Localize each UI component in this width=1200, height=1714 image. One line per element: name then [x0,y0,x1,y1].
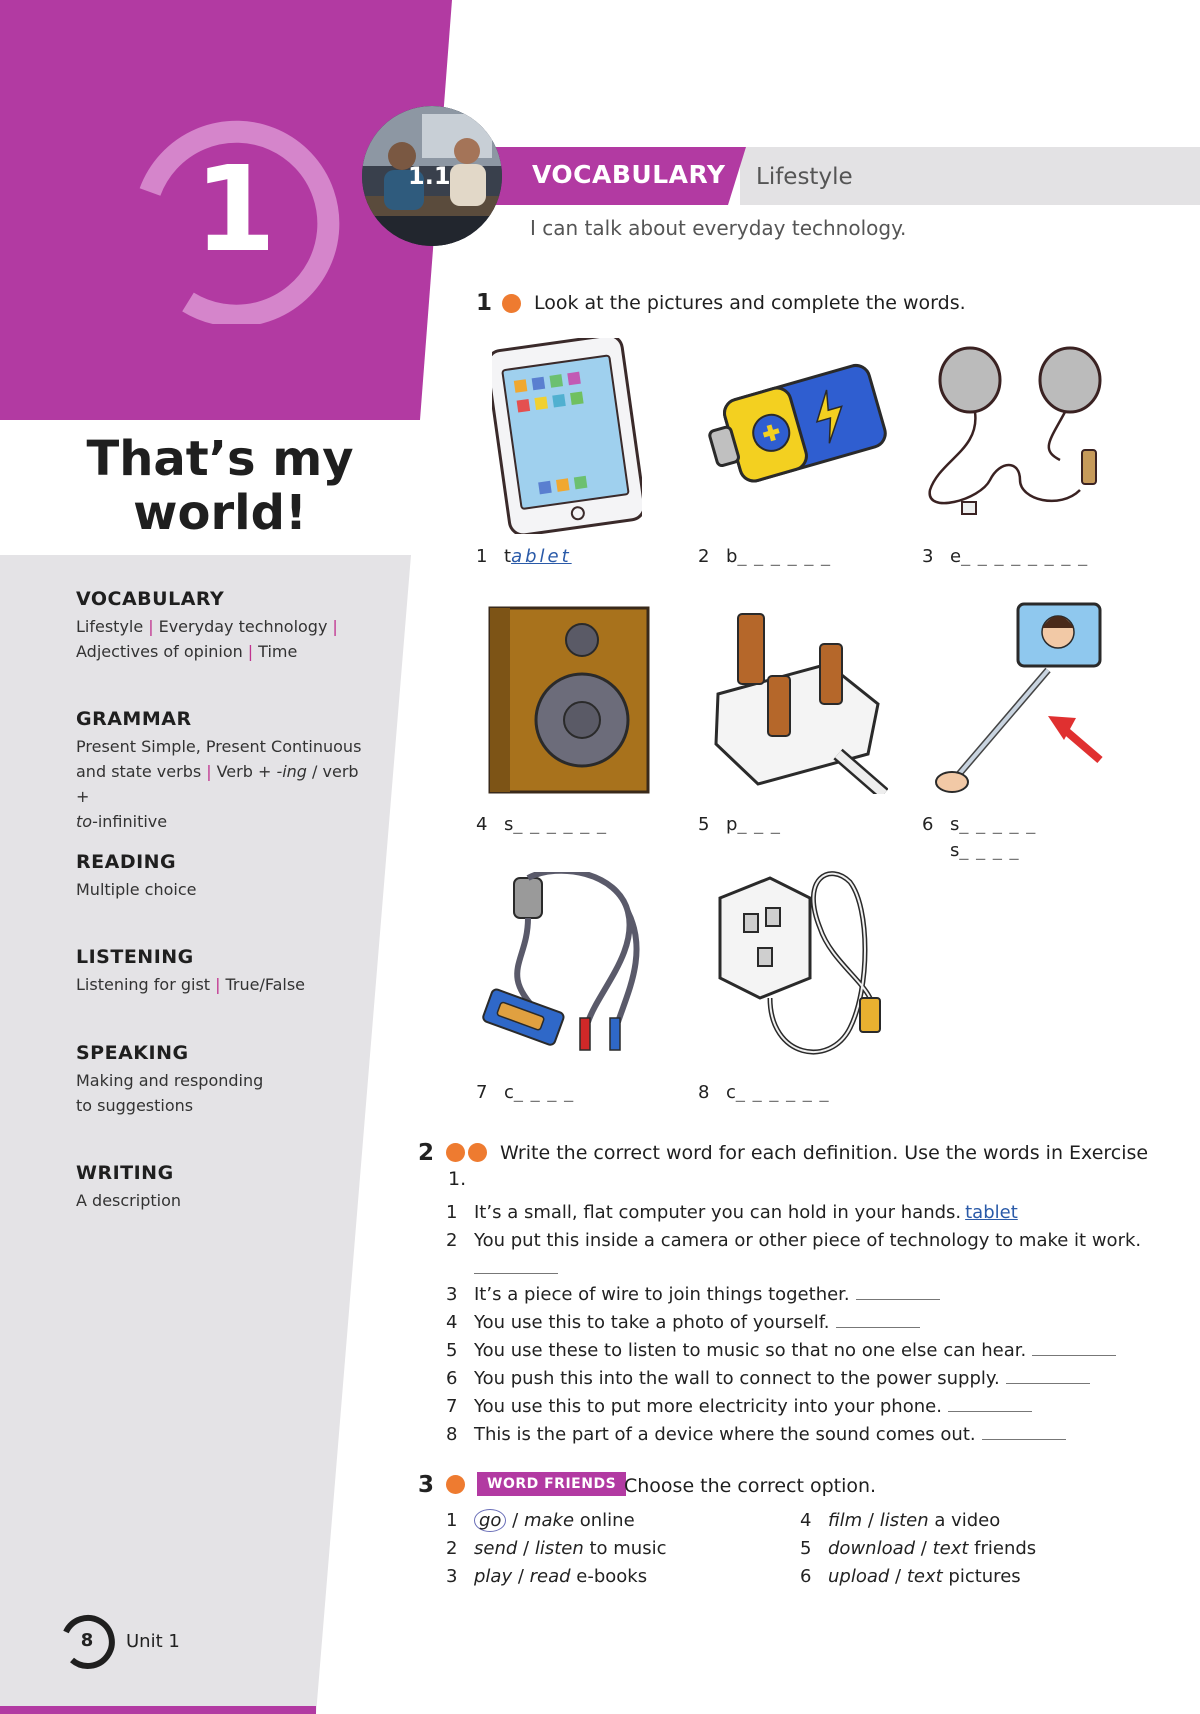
item-number: 7 [446,1396,458,1417]
definition-item [446,1340,1116,1361]
overview-item: True/False [225,975,306,994]
ex3-item-3 [446,1566,647,1587]
overview-heading: WRITING [76,1162,174,1184]
answer-blank[interactable] [836,1314,920,1328]
definition-text: This is the part of a device where the sound comes out. [474,1424,976,1445]
item-blanks[interactable]: _ _ _ [737,814,781,835]
collocation-rest: friends [968,1538,1037,1559]
ex1-item-5 [698,814,781,835]
overview-heading: VOCABULARY [76,588,225,610]
item-blanks[interactable]: _ _ _ _ [959,840,1020,861]
item-start-letter: s [504,814,514,835]
unit-number: 1 [193,140,277,278]
collocation-rest: e-books [570,1566,648,1587]
definition-text: You use these to listen to music so that no one else can hear. [474,1340,1027,1361]
item-start-letter: p [726,814,738,835]
definition-text: You use this to take a photo of yourself. [474,1312,830,1333]
overview-item: to [76,812,93,831]
ex1-item-8 [698,1082,830,1103]
item-number: 6 [800,1566,812,1587]
definition-answer[interactable]: tablet [965,1202,1018,1223]
footer-unit-label: Unit 1 [126,1630,180,1652]
overview-speaking [76,1042,376,1118]
option-b[interactable]: text [932,1538,969,1559]
overview-item: Adjectives of opinion [76,642,243,661]
ex3-item-4 [800,1510,1000,1531]
overview-item: and state verbs [76,762,202,781]
option-a[interactable]: film [828,1510,863,1531]
item-blanks[interactable]: _ _ _ _ _ _ [737,546,832,567]
plug-picture-icon [708,604,888,794]
option-a[interactable]: go [474,1509,506,1532]
item-start-letter: c [504,1082,514,1103]
item-blanks[interactable]: _ _ _ _ _ _ _ _ [961,546,1089,567]
item-number: 5 [446,1340,458,1361]
difficulty-dot-icon [446,1475,465,1494]
definition-text: It’s a piece of wire to join things together. [474,1284,850,1305]
exercise-3-number: 3 [418,1472,435,1498]
item-blanks[interactable]: _ _ _ _ _ [959,814,1037,835]
earphones-picture-icon [920,340,1120,530]
item-number: 5 [800,1538,812,1559]
item-start-letter: c [726,1082,736,1103]
option-separator: / [889,1566,907,1587]
exercise-2-instruction: Write the correct word for each definition. Use the words in Exercise [500,1142,1149,1164]
option-b[interactable]: listen [534,1538,584,1559]
overview-item: Multiple choice [76,880,197,899]
item-number: 4 [476,814,488,835]
ex3-item-1 [446,1510,635,1531]
option-separator: / [517,1538,535,1559]
answer-blank[interactable] [1032,1342,1116,1356]
option-b[interactable]: make [523,1510,575,1531]
item-number: 2 [446,1538,458,1559]
unit-title [60,432,380,540]
tablet-picture-icon [492,338,642,534]
item-blanks[interactable]: _ _ _ _ _ _ [513,814,607,835]
item-number: 1 [446,1202,458,1223]
difficulty-dots [502,294,521,313]
item-start-letter: e [950,546,962,567]
option-separator: / [506,1510,524,1531]
overview-item: Lifestyle [76,617,144,636]
ex3-item-5 [800,1538,1036,1559]
overview-grammar: GRAMMAR Present Simple, Present Continuous and state verbs | Verb + -ing / verb + to-infinitive [76,708,376,834]
item-number: 4 [446,1312,458,1333]
overview-item: Everyday technology [158,617,328,636]
ex3-item-2 [446,1538,666,1559]
option-a[interactable]: play [474,1566,513,1587]
collocation-rest: a video [928,1510,1001,1531]
item-number: 4 [800,1510,812,1531]
overview-heading: GRAMMAR [76,708,192,730]
exercise-2-number: 2 [418,1140,435,1166]
ex1-item-6 [922,814,1036,835]
item-number: 1 [446,1510,458,1531]
definition-text: It’s a small, flat computer you can hold in your hands. [474,1202,962,1223]
item-start-letter: b [726,546,738,567]
item-number: 5 [698,814,710,835]
option-separator: / [862,1510,880,1531]
overview-item: / verb + [76,762,359,806]
definition-item [446,1284,940,1305]
definition-item [446,1312,920,1333]
option-a[interactable]: download [828,1538,916,1559]
item-number: 1 [476,546,488,567]
overview-item: Verb + [216,762,277,781]
definition-answer-line[interactable] [474,1258,558,1279]
item-number: 3 [446,1284,458,1305]
answer-blank[interactable] [982,1426,1066,1440]
definition-item [446,1202,1018,1223]
ex1-item-7 [476,1082,574,1103]
item-start-letter: s [950,840,960,861]
selfie-stick-picture-icon [930,600,1106,796]
bottom-bar [0,1706,316,1714]
overview-item: Present Simple, Present Continuous [76,737,362,756]
page-footer [58,1612,180,1670]
option-b[interactable]: read [529,1566,571,1587]
lesson-objective: I can talk about everyday technology. [530,216,907,240]
option-separator: / [915,1538,933,1559]
word-friends-badge: WORD FRIENDS [477,1472,626,1496]
unit-title-line2: world! [133,485,307,541]
overview-item: -ing [276,762,307,781]
overview-heading: SPEAKING [76,1042,189,1064]
exercise-1-number: 1 [476,290,493,316]
exercise-3-instruction: Choose the correct option. [624,1475,877,1497]
option-a[interactable]: send [474,1538,518,1559]
unit-title-line1: That’s my [86,431,354,487]
overview-heading: READING [76,851,177,873]
cable-picture-icon [478,872,662,1062]
lesson-section-label: VOCABULARY [532,160,726,189]
item-number: 8 [698,1082,710,1103]
overview-heading: LISTENING [76,946,194,968]
item-number: 6 [446,1368,458,1389]
collocation-rest: online [574,1510,635,1531]
item-number: 8 [446,1424,458,1445]
item-answer[interactable]: ablet [511,546,572,567]
battery-picture-icon [700,360,890,490]
overview-item: Time [258,642,298,661]
option-a[interactable]: upload [828,1566,890,1587]
item-number: 6 [922,814,934,835]
difficulty-dots [446,1475,465,1494]
definition-item [446,1396,1032,1417]
overview-item: to suggestions [76,1096,194,1115]
collocation-rest: to music [583,1538,667,1559]
option-b[interactable]: listen [879,1510,929,1531]
difficulty-dot-icon [502,294,521,313]
ex1-item-2 [698,546,831,567]
definition-item [446,1230,1141,1251]
definition-item [446,1368,1090,1389]
item-number: 3 [446,1566,458,1587]
item-start-letter: t [504,546,512,567]
item-number: 2 [446,1230,458,1251]
ex3-item-6 [800,1566,1021,1587]
item-number: 2 [698,546,710,567]
overview-reading [76,851,376,902]
definition-text: You put this inside a camera or other piece of technology to make it work. [474,1230,1142,1251]
ex1-item-3 [922,546,1088,567]
definition-text: You use this to put more electricity into your phone. [474,1396,942,1417]
option-separator: / [512,1566,530,1587]
item-start-letter: s [950,814,960,835]
answer-blank[interactable] [948,1398,1032,1412]
answer-blank[interactable] [1006,1370,1090,1384]
difficulty-dot-icon [468,1143,487,1162]
page-number: 8 [80,1630,94,1651]
charger-picture-icon [700,868,890,1064]
overview-item: -infinitive [92,812,168,831]
overview-item: Making and responding [76,1071,264,1090]
option-b[interactable]: text [906,1566,943,1587]
item-number: 7 [476,1082,488,1103]
collocation-rest: pictures [942,1566,1021,1587]
overview-item: A description [76,1191,181,1210]
answer-blank[interactable] [856,1286,940,1300]
overview-listening: LISTENING Listening for gist | True/False [76,946,376,997]
definition-text: You push this into the wall to connect to the power supply. [474,1368,1000,1389]
page-number-badge [58,1612,116,1670]
item-blanks[interactable]: _ _ _ _ [513,1082,575,1103]
difficulty-dots [446,1143,487,1162]
overview-writing [76,1162,376,1213]
lesson-number: 1.1 [408,162,451,190]
definition-item [446,1424,1066,1445]
difficulty-dot-icon [446,1143,465,1162]
item-number: 3 [922,546,934,567]
ex1-item-6-line2 [950,840,1020,861]
exercise-1-instruction: Look at the pictures and complete the words. [534,292,966,314]
ex1-item-4 [476,814,607,835]
item-blanks[interactable]: _ _ _ _ _ _ [735,1082,830,1103]
overview-vocabulary: VOCABULARY Lifestyle | Everyday technology | Adjectives of opinion | Time [76,588,376,664]
ex1-item-1 [476,546,572,567]
speaker-picture-icon [486,604,652,796]
exercise-2-instruction-cont: 1. [448,1168,467,1190]
lesson-topic: Lifestyle [756,164,853,190]
overview-item: Listening for gist [76,975,211,994]
